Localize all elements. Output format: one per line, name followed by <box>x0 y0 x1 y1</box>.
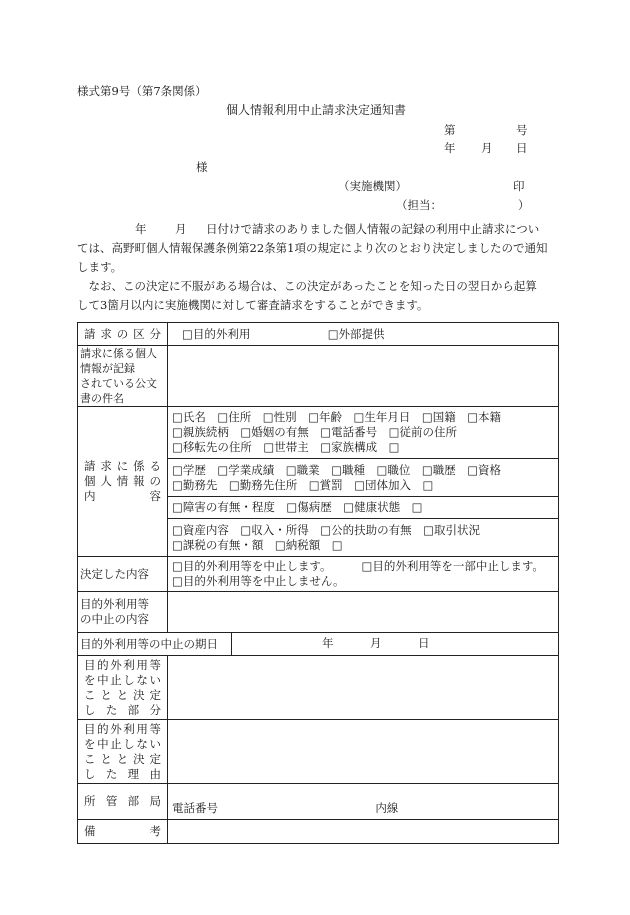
value-not-stopped-part[interactable] <box>168 656 559 720</box>
form-number: 様式第9号（第7条関係） <box>77 84 207 98</box>
value-document-title[interactable] <box>168 346 559 407</box>
date-day: 日 <box>516 141 528 155</box>
stop-date-month: 月 <box>370 636 382 650</box>
row-not-stopped-part <box>78 656 559 720</box>
label-document-title: 請求に係る個人情報が記録 されている公文書の件名 <box>78 346 168 407</box>
row-stop-content <box>78 592 559 633</box>
row-stop-date <box>78 633 559 656</box>
checkbox-external-provision[interactable]: □外部提供 <box>327 326 385 341</box>
info-option-line[interactable]: □学歴 □学業成績 □職業 □職種 □職位 □職歴 □資格 <box>172 462 502 477</box>
body-line2: ては、高野町個人情報保護条例第22条第1項の規定により次のとおり決定しましたので通知 <box>77 241 548 255</box>
label-decision: 決定した内容 <box>78 557 168 592</box>
value-stop-date[interactable] <box>232 633 558 655</box>
checkbox-external-use[interactable]: □目的外利用 <box>182 326 251 341</box>
date-year: 年 <box>444 141 456 155</box>
contact-open: （担当： <box>396 198 442 212</box>
stop-date-day: 日 <box>418 636 430 650</box>
info-finance-options <box>168 519 559 557</box>
value-department <box>168 784 559 820</box>
value-request-type <box>168 323 559 346</box>
info-option-line[interactable]: □氏名 □住所 □性別 □年齢 □生年月日 □国籍 □本籍 <box>172 410 502 424</box>
date-month: 月 <box>481 141 493 155</box>
info-option-line[interactable]: □課税の有無・額 □納税額 □ <box>172 537 343 552</box>
info-basic-options <box>168 407 559 459</box>
checkbox-not-stop[interactable]: □目的外利用等を中止しません。 <box>172 574 345 588</box>
checkbox-partial-stop[interactable]: □目的外利用等を一部中止します。 <box>361 559 544 573</box>
body-line5: して3箇月以内に実施機関に対して審査請求をすることができます。 <box>77 298 429 312</box>
stop-date-year: 年 <box>322 636 334 650</box>
label-request-type: 請 求 の 区 分 <box>78 323 168 346</box>
doc-number-prefix: 第 <box>444 123 456 137</box>
doc-number-suffix: 号 <box>516 123 528 137</box>
row-not-stopped-reason <box>78 720 559 784</box>
body-line3: します。 <box>77 260 123 274</box>
body-paragraph <box>77 239 557 315</box>
row-info-group1 <box>78 407 559 459</box>
body-year: 年 <box>135 222 147 236</box>
info-option-line[interactable]: □資産内容 □収入・所得 □公的扶助の有無 □取引状況 <box>172 522 480 537</box>
row-decision <box>78 557 559 592</box>
label-not-stopped-reason: 目 的 外 利 用 等 を 中 止 し な い こ と と 決 定 し た 理 由 <box>78 720 168 784</box>
document-title: 個人情報利用中止請求決定通知書 <box>226 103 407 117</box>
value-not-stopped-reason[interactable] <box>168 720 559 784</box>
body-line1-text: 日付けで請求のありました個人情報の記録の利用中止請求につい <box>206 222 540 236</box>
info-option-line[interactable]: □障害の有無・程度 □傷病歴 □健康状態 □ <box>172 500 423 514</box>
value-stop-content[interactable] <box>168 592 559 633</box>
row-department <box>78 784 559 820</box>
body-month: 月 <box>175 222 187 236</box>
info-health-options <box>168 497 559 519</box>
contact-close: ） <box>518 198 530 212</box>
info-option-line[interactable]: □勤務先 □勤務先住所 □賞罰 □団体加入 □ <box>172 477 434 492</box>
value-remarks[interactable] <box>168 820 559 844</box>
stop-date-cell <box>78 633 559 656</box>
label-stop-date: 目的外利用等の中止の期日 <box>78 633 232 655</box>
label-info-content: 請 求 に 係 る 個 人 情 報 の 内 容 <box>78 407 168 557</box>
checkbox-stop[interactable]: □目的外利用等を中止します。 <box>172 559 332 573</box>
label-department: 所 管 部 局 <box>78 784 168 820</box>
row-document-title <box>78 346 559 407</box>
phone-label: 電話番号 <box>172 801 218 815</box>
extension-label: 内線 <box>375 801 399 815</box>
row-remarks <box>78 820 559 844</box>
info-option-line[interactable]: □移転先の住所 □世帯主 □家族構成 □ <box>172 440 400 454</box>
info-career-options <box>168 459 559 497</box>
body-line4: なお、この決定に不服がある場合は、この決定があったことを知った日の翌日から起算 <box>77 279 537 293</box>
seal-mark: 印 <box>513 179 525 193</box>
implementing-agency-label: （実施機関） <box>338 179 407 193</box>
label-not-stopped-part: 目 的 外 利 用 等 を 中 止 し な い こ と と 決 定 し た 部 分 <box>78 656 168 720</box>
label-stop-content: 目的外利用等 の中止の内容 <box>78 592 168 633</box>
info-option-line[interactable]: □親族続柄 □婚姻の有無 □電話番号 □従前の住所 <box>172 425 457 439</box>
addressee-sama: 様 <box>196 160 208 174</box>
value-decision <box>168 557 559 592</box>
row-request-type <box>78 323 559 346</box>
label-remarks: 備 考 <box>78 820 168 844</box>
decision-form-table <box>77 322 559 844</box>
